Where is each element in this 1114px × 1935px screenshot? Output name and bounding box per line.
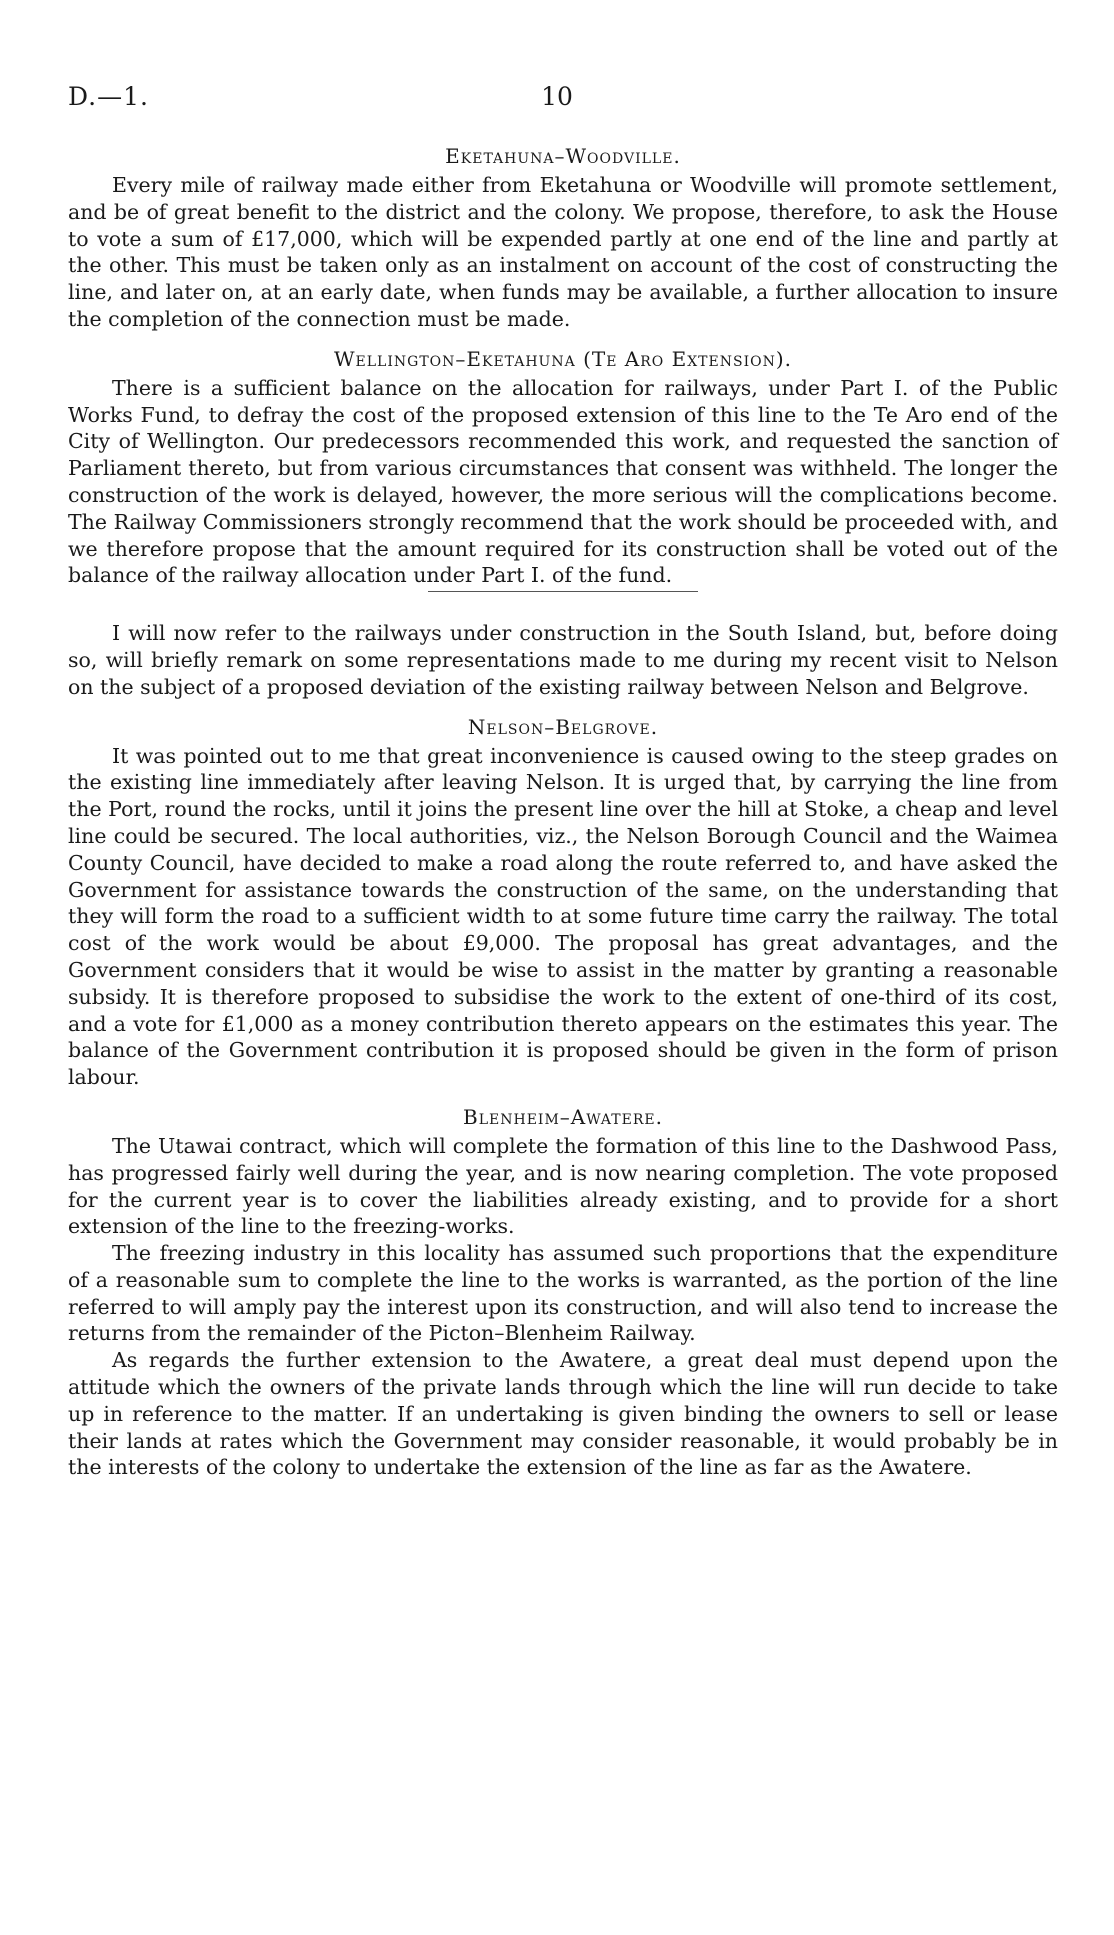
paragraph: As regards the further extension to the Awatere, a great deal must depend upon the attitude which the owners of the private lands through which the line will run decide to take up in reference to the matter. If an undertaking is given binding the owners to sell or lease their lands at rates which the Government may consider reasonable, it would probably be in the interests of the colony to undertake the extension of the line as far as the Awatere.: [68, 1348, 1058, 1480]
section-heading: Blenheim–Awatere.: [463, 1104, 663, 1129]
section-south-island-intro: [68, 620, 1058, 700]
section-heading: Wellington–Eketahuna (Te Aro Extension).: [333, 346, 792, 371]
paragraph: There is a sufficient balance on the allocation for railways, under Part I. of the Public Works Fund, to defray the cost of the proposed extension of this line to the Te Aro end of the City of Wellington. Our predecessors recommended this work, and requested the sanction of Parliament thereto, but from various circumstances that consent was withheld. The longer the construction of the work is delayed, however, the more serious will the complications become. The Railway Commissioners strongly recommend that the work should be proceeded with, and we therefore propose that the amount required for its construction shall be voted out of the balance of the railway allocation under Part I. of the fund.: [68, 375, 1058, 588]
section-wellington-eketahuna: [68, 345, 1058, 589]
document-reference: D.—1.: [68, 82, 149, 111]
section-nelson-belgrove: [68, 713, 1058, 1091]
page-number: 10: [541, 82, 573, 111]
paragraph: I will now refer to the railways under construction in the South Island, but, before doing so, will briefly remark on some representations made to me during my recent visit to Nelson on the subject of a proposed deviation of the existing railway between Nelson and Belgrove.: [68, 621, 1058, 699]
section-blenheim-awatere: [68, 1103, 1058, 1481]
paragraph: The Utawai contract, which will complete the formation of this line to the Dashwood Pass, has progressed fairly well during the year, and is now nearing completion. The vote proposed for the current year is to cover the liabilities already existing, and to provide for a short extension of the line to the freezing-works.: [68, 1133, 1058, 1239]
section-heading: Eketahuna–Woodville.: [445, 144, 681, 168]
document-body: [68, 142, 1058, 1481]
paragraph: The freezing industry in this locality has assumed such proportions that the expenditure of a reasonable sum to complete the line to the works is warranted, as the portion of the line referred to will amply pay the interest upon its construction, and will also tend to increase the returns from the remainder of the Picton–Blenheim Railway.: [68, 1241, 1058, 1346]
paragraph: It was pointed out to me that great inconvenience is caused owing to the steep grades on the existing line immediately after leaving Nelson. It is urged that, by carrying the line from the Port, round the rocks, until it joins the present line over the hill at Stoke, a cheap and level line could be secured. The local authorities, viz., the Nelson Borough Council and the Waimea County Council, have decided to make a road along the route referred to, and have asked the Government for assistance towards the construction of the same, on the understanding that they will form the road to a sufficient width to at some future time carry the railway. The total cost of the work would be about £9,000. The proposal has great advantages, and the Government considers that it would be wise to assist in the matter by granting a reasonable subsidy. It is therefore proposed to subsidise the work to the extent of one-third of its cost, and a vote for £1,000 as a money contribution thereto appears on the estimates this year. The balance of the Government contribution it is proposed should be given in the form of prison labour.: [68, 743, 1058, 1090]
paragraph: Every mile of railway made either from Eketahuna or Woodville will promote settlement, and be of great benefit to the district and the colony. We propose, therefore, to ask the House to vote a sum of £17,000, which will be expended partly at one end of the line and partly at the other. This must be taken only as an instalment on account of the cost of constructing the line, and later on, at an early date, when funds may be available, a further allocation to insure the completion of the connection must be made.: [68, 173, 1058, 331]
section-heading: Nelson–Belgrove.: [467, 714, 659, 739]
section-eketahuna-woodville: [68, 142, 1058, 333]
